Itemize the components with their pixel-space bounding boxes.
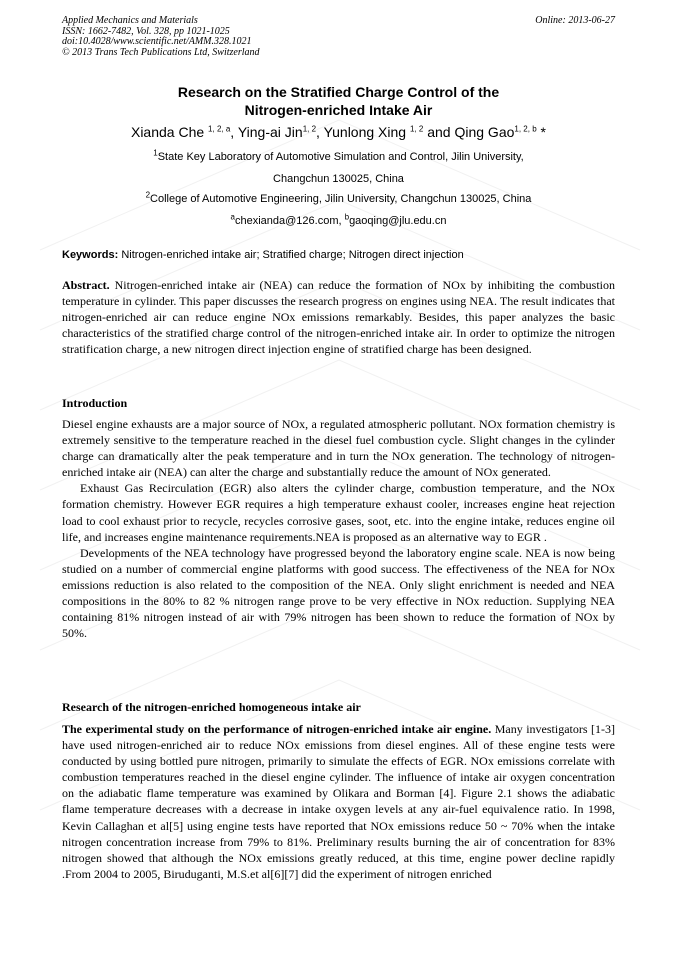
journal-name: Applied Mechanics and Materials	[62, 15, 198, 26]
doi-line: doi:10.4028/www.scientific.net/AMM.328.1021	[62, 36, 252, 47]
abstract-label: Abstract.	[62, 278, 110, 292]
author-emails	[62, 214, 615, 228]
author-conjunction: and	[427, 124, 451, 140]
intro-paragraph-3: Developments of the NEA technology have progressed beyond the laboratory engine scale. NEA is now being studied on a number of commercial engine platforms with good success. The effectiveness of the NEA for NOx emissions reduction is also related to the composition of the NEA. Only slight enrichment is needed and NEA compositions in the 80% to 82 % nitrogen range prove to be very effective in NOx reduction. Supplying NEA containing 81% nitrogen instead of air with 79% nitrogen has been shown to reduce the formation of NOx by 50%.	[62, 545, 615, 641]
keywords-label: Keywords:	[62, 249, 119, 261]
intro-paragraph-1: Diesel engine exhausts are a major source of NOx, a regulated atmospheric pollutant. NOx formation chemistry is extremely sensitive to the temperature reached in the diesel fuel combustion cycle. Slight changes in the cylinder charge can dramatically alter the peak temperature and in turn the NOx generation. The technology of nitrogen-enriched intake air (NEA) can alter the charge and substantially reduce the amount of NOx generated.	[62, 417, 615, 480]
affiliation-text: State Key Laboratory of Automotive Simulation and Control, Jilin University,	[157, 151, 524, 163]
abstract-text: Nitrogen-enriched intake air (NEA) can reduce the formation of NOx by inhibiting the combustion temperature in cylinder. This paper discusses the research progress on engines using NEA. The result indicates that nitrogen-enriched air can reduce engine NOx emissions remarkably. Besides, this paper analyzes the basic characteristics of the stratified charge control of the nitrogen-enriched intake air. In order to optimize the nitrogen stratification charge, a new nitrogen direct injection engine of stratified charge has been designed.	[62, 278, 616, 357]
author-name: Xianda Che	[130, 124, 205, 140]
affiliation-1-city: Changchun 130025, China	[273, 173, 404, 185]
email-mark: a	[230, 212, 235, 222]
title-line-2: Nitrogen-enriched Intake Air	[244, 102, 433, 118]
online-date: Online: 2013-06-27	[535, 15, 615, 26]
corresponding-author-mark: *	[536, 124, 546, 140]
section-2-body	[62, 721, 615, 882]
affiliation-1	[62, 150, 615, 164]
keywords-text: Nitrogen-enriched intake air; Stratified charge; Nitrogen direct injection	[121, 249, 464, 261]
introduction-body	[62, 416, 615, 641]
issn-line: ISSN: 1662-7482, Vol. 328, pp 1021-1025	[62, 25, 230, 37]
copyright-line: © 2013 Trans Tech Publications Ltd, Switzerland	[62, 46, 260, 58]
author-affiliation-mark: 1, 2, a	[208, 124, 231, 134]
author-list: Xianda Che $^{1, 2, a}$, Ying-ai Jin$^{1, 2}$, Yunlong Xing $^{1, 2}$ and Qing Gao$^{1, 2, b}$ *	[130, 124, 546, 140]
subsection-heading: The experimental study on the performance of nitrogen-enriched intake air engine.	[62, 722, 492, 736]
section-2-text: Many investigators [1-3] have used nitrogen-enriched air to reduce NOx emissions from diesel engines. All of these engine tests were conducted by using bottled pure nitrogen, primarily to simulate the effects of EGR. NOx emissions correlate with combustion temperatures reached in the diesel engine cylinder. The influence of intake air oxygen concentration on the adiabatic flame temperature was examined by Olikara and Borman [4]. Figure 2.1 shows the adiabatic flame temperature decreases with a decrease in intake oxygen levels at any air-fuel equivalence ratio. In 1998, Kevin Callaghan et al[5] using engine tests have reported that NOx emissions reduce 50 ~ 70% when the intake nitrogen concentration increase from 79% to 81%. Preliminary results burning the air of concentration for 83% nitrogen showed that although the NOx emissions greatly reduced, at this time, engine power decline rapidly .From 2004 to 2005, Biruduganti, M.S.et al[6][7] did the experiment of nitrogen enriched	[62, 722, 616, 881]
author-affiliation-mark: 1, 2, b	[514, 124, 537, 134]
abstract	[62, 277, 615, 357]
affiliation-mark: 2	[145, 190, 151, 200]
keywords	[62, 248, 615, 262]
author-name: Qing Gao	[454, 124, 515, 140]
author-affiliation-mark: 1, 2	[409, 124, 424, 134]
email-b: gaoqing@jlu.edu.cn	[349, 215, 447, 227]
email-mark: b	[344, 212, 350, 222]
affiliation-mark: 1	[153, 148, 158, 158]
introduction-heading: Introduction	[62, 396, 128, 410]
intro-paragraph-2: Exhaust Gas Recirculation (EGR) also alters the cylinder charge, combustion temperature, and the NOx formation chemistry. However EGR requires a high temperature exhaust cooler, increases engine heat rejection load to cool exhaust prior to recycle, recycles corrosive gases, soot, etc. into the engine intake, reduces engine oil life, and increases engine maintenance requirements.NEA is proposed as an alternative way to EGR .	[62, 481, 615, 544]
section-2-heading: Research of the nitrogen-enriched homogeneous intake air	[62, 700, 361, 714]
affiliation-2	[62, 192, 615, 206]
author-name: Yunlong Xing	[323, 124, 407, 140]
publication-header	[62, 16, 260, 58]
email-a: chexianda@126.com,	[234, 215, 342, 227]
author-affiliation-mark: 1, 2	[302, 124, 317, 134]
paper-title	[62, 83, 615, 119]
author-name: Ying-ai Jin	[237, 124, 303, 140]
title-line-1: Research on the Stratified Charge Control of the	[177, 84, 500, 100]
affiliation-text: College of Automotive Engineering, Jilin University, Changchun 130025, China	[150, 193, 532, 205]
